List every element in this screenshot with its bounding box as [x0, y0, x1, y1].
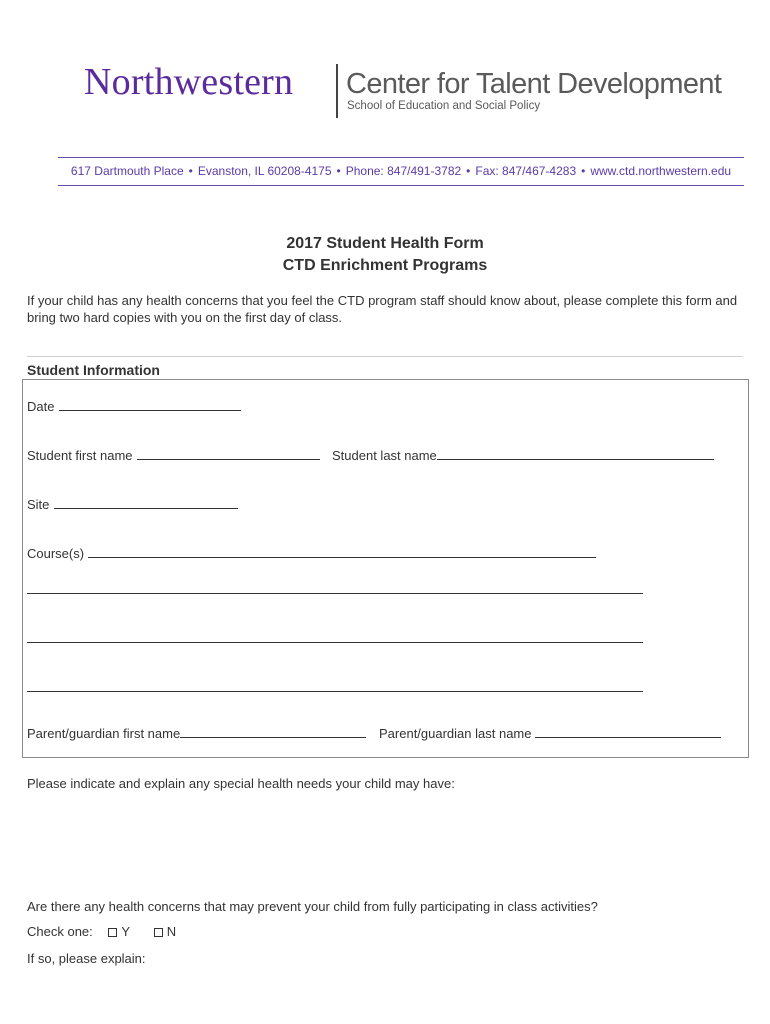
yes-checkbox[interactable] [108, 928, 117, 937]
header-bottom-rule [58, 185, 744, 186]
parent-first-name-input-line[interactable] [180, 736, 366, 738]
explain-prompt: If so, please explain: [27, 951, 146, 966]
yes-option[interactable] [108, 924, 130, 939]
parent-last-name-label: Parent/guardian last name [379, 726, 532, 741]
check-one-row [27, 924, 176, 939]
parent-first-name-label: Parent/guardian first name [27, 726, 181, 741]
check-one-label: Check one: [27, 924, 93, 939]
parent-first-name-field [27, 726, 366, 741]
site-field [27, 497, 238, 512]
website-link[interactable]: www.ctd.northwestern.edu [590, 164, 732, 178]
student-first-name-field [27, 448, 320, 463]
student-first-name-label: Student first name [27, 448, 133, 463]
site-input-line[interactable] [54, 507, 238, 509]
no-option[interactable] [154, 924, 176, 939]
form-subtitle: CTD Enrichment Programs [282, 257, 488, 274]
intro-paragraph: If your child has any health concerns that you feel the CTD program staff should know about, please complete this form and bring two hard copies with you on the first day of class. [27, 293, 738, 325]
health-concerns-question: Are there any health concerns that may prevent your child from fully participating in class activities? [27, 899, 598, 914]
form-title: 2017 Student Health Form [286, 235, 484, 252]
date-label: Date [27, 399, 55, 414]
contact-line [58, 164, 744, 178]
separator-dot: • [336, 164, 341, 178]
section-rule [27, 356, 743, 357]
yes-label: Y [121, 924, 131, 939]
northwestern-logo: Northwestern [84, 61, 294, 103]
courses-extra-line[interactable] [27, 642, 643, 643]
special-needs-question: Please indicate and explain any special health needs your child may have: [27, 776, 455, 791]
city-text: Evanston, IL 60208-4175 [197, 164, 332, 178]
parent-last-name-field [379, 726, 721, 741]
student-info-heading: Student Information [27, 362, 160, 378]
parent-last-name-input-line[interactable] [535, 736, 721, 738]
student-info-box [22, 379, 749, 758]
logo-divider [336, 64, 338, 118]
date-field [27, 399, 241, 414]
courses-field [27, 546, 596, 561]
date-input-line[interactable] [59, 409, 241, 411]
no-label: N [166, 924, 177, 939]
school-subtitle: School of Education and Social Policy [347, 100, 541, 112]
address-text: 617 Dartmouth Place [70, 164, 184, 178]
fax-text: Fax: 847/467-4283 [475, 164, 577, 178]
student-last-name-label: Student last name [332, 448, 437, 463]
ctd-name: Center for Talent Development [346, 68, 722, 100]
site-label: Site [27, 497, 50, 512]
courses-extra-line[interactable] [27, 593, 643, 594]
separator-dot: • [188, 164, 193, 178]
student-last-name-input-line[interactable] [437, 458, 714, 460]
courses-label: Course(s) [27, 546, 85, 561]
student-last-name-field [332, 448, 714, 463]
courses-extra-line[interactable] [27, 691, 643, 692]
separator-dot: • [466, 164, 471, 178]
no-checkbox[interactable] [154, 928, 163, 937]
phone-text: Phone: 847/491-3782 [345, 164, 462, 178]
header-top-rule [58, 157, 744, 158]
separator-dot: • [581, 164, 586, 178]
courses-input-line[interactable] [88, 556, 596, 558]
student-first-name-input-line[interactable] [137, 458, 320, 460]
